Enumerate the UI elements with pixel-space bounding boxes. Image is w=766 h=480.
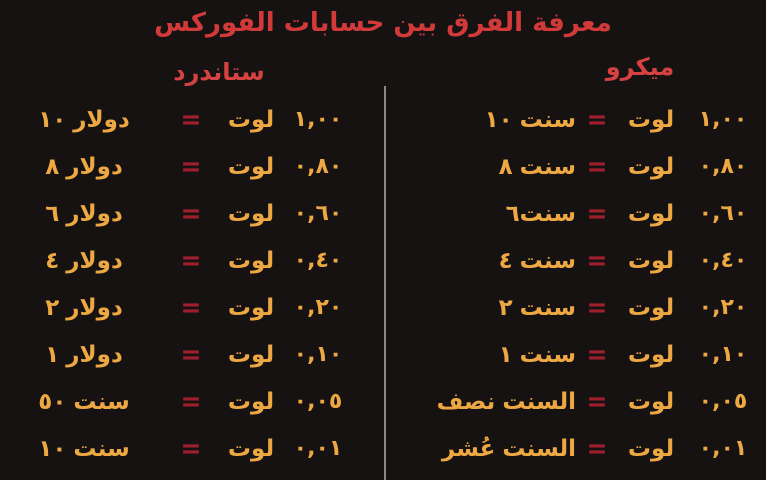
amount-quantity: ٤ (498, 247, 513, 274)
amount-quantity: ١٠ (484, 106, 513, 133)
micro-conversion-table (390, 96, 766, 472)
lot-word: لوت (627, 341, 675, 368)
amount-unit: سنت (519, 106, 576, 133)
equals-sign: = (180, 245, 202, 276)
lot-word: لوت (227, 247, 275, 274)
amount-cell (390, 389, 582, 415)
amount-cell (390, 107, 582, 133)
conversion-row (0, 190, 383, 237)
column-header-standard: ستاندرد (173, 58, 265, 86)
amount-quantity: ١ (45, 341, 60, 368)
amount-cell (390, 201, 582, 227)
amount-cell (0, 295, 168, 321)
amount-unit: دولار (66, 247, 123, 274)
amount-cell (390, 342, 582, 368)
conversion-row (390, 425, 766, 472)
conversion-row (390, 378, 766, 425)
equals-sign: = (586, 245, 608, 276)
vertical-divider (384, 86, 386, 480)
lot-size-value: ٠,٨٠ (293, 154, 343, 179)
lot-size-value: ٠,٤٠ (698, 248, 748, 273)
lot-size-value: ٠,٢٠ (698, 295, 748, 320)
amount-quantity: ٦ (505, 200, 520, 227)
lot-size-value: ٠,٤٠ (293, 248, 343, 273)
amount-unit: دولار (66, 341, 123, 368)
amount-quantity: ١٠ (38, 435, 67, 462)
conversion-row (0, 331, 383, 378)
page-title: معرفة الفرق بين حسابات الفوركس (154, 8, 612, 38)
lot-size-value: ٠,٦٠ (698, 201, 748, 226)
conversion-row (390, 331, 766, 378)
amount-quantity: ٢ (498, 294, 513, 321)
lot-size-value: ٠,٠٥ (698, 389, 748, 414)
amount-quantity: ٥٠ (38, 388, 67, 415)
conversion-row (0, 237, 383, 284)
amount-quantity: ٨ (498, 153, 513, 180)
lot-size-value: ٠,١٠ (293, 342, 343, 367)
lot-size-value: ١,٠٠ (293, 107, 343, 132)
amount-quantity: عُشر (441, 435, 496, 462)
lot-word: لوت (227, 435, 275, 462)
conversion-row (0, 284, 383, 331)
lot-size-value: ١,٠٠ (698, 107, 748, 132)
equals-sign: = (180, 104, 202, 135)
amount-unit: سنت (519, 247, 576, 274)
amount-quantity: ٦ (45, 200, 60, 227)
amount-quantity: نصف (436, 388, 496, 415)
equals-sign: = (586, 433, 608, 464)
amount-unit: دولار (66, 153, 123, 180)
amount-unit: سنت (519, 294, 576, 321)
equals-sign: = (180, 292, 202, 323)
amount-cell (0, 107, 168, 133)
conversion-row (390, 284, 766, 331)
amount-unit: السنت (502, 388, 576, 415)
lot-word: لوت (227, 106, 275, 133)
lot-word: لوت (227, 294, 275, 321)
amount-unit: دولار (66, 294, 123, 321)
amount-quantity: ٢ (45, 294, 60, 321)
conversion-row (0, 143, 383, 190)
lot-word: لوت (627, 388, 675, 415)
lot-word: لوت (227, 388, 275, 415)
amount-quantity: ١٠ (38, 106, 67, 133)
equals-sign: = (180, 386, 202, 417)
lot-size-value: ٠,٨٠ (698, 154, 748, 179)
lot-word: لوت (627, 247, 675, 274)
lot-word: لوت (627, 200, 675, 227)
lot-size-value: ٠,٠٥ (293, 389, 343, 414)
amount-cell (390, 295, 582, 321)
lot-word: لوت (627, 106, 675, 133)
conversion-row (0, 378, 383, 425)
amount-cell (0, 342, 168, 368)
lot-size-value: ٠,٠١ (293, 436, 343, 461)
conversion-row (0, 425, 383, 472)
lot-size-value: ٠,١٠ (698, 342, 748, 367)
equals-sign: = (586, 198, 608, 229)
equals-sign: = (586, 386, 608, 417)
amount-cell (0, 201, 168, 227)
amount-cell (0, 389, 168, 415)
amount-quantity: ١ (498, 341, 513, 368)
amount-unit: السنت (502, 435, 576, 462)
amount-cell (390, 248, 582, 274)
amount-cell (0, 154, 168, 180)
lot-word: لوت (627, 294, 675, 321)
equals-sign: = (586, 292, 608, 323)
amount-unit: سنت (73, 435, 130, 462)
lot-size-value: ٠,٠١ (698, 436, 748, 461)
equals-sign: = (586, 151, 608, 182)
standard-conversion-table (0, 96, 383, 472)
lot-size-value: ٠,٢٠ (293, 295, 343, 320)
equals-sign: = (180, 433, 202, 464)
lot-word: لوت (227, 153, 275, 180)
amount-cell (390, 154, 582, 180)
amount-quantity: ٨ (45, 153, 60, 180)
lot-word: لوت (627, 435, 675, 462)
equals-sign: = (586, 339, 608, 370)
amount-unit: سنت (73, 388, 130, 415)
lot-word: لوت (227, 200, 275, 227)
conversion-row (390, 96, 766, 143)
amount-unit: دولار (66, 200, 123, 227)
amount-unit: سنت (519, 153, 576, 180)
conversion-row (0, 96, 383, 143)
equals-sign: = (180, 339, 202, 370)
amount-unit: سنت (519, 341, 576, 368)
equals-sign: = (586, 104, 608, 135)
amount-unit: دولار (73, 106, 130, 133)
lot-word: لوت (227, 341, 275, 368)
amount-unit: سنت (519, 200, 576, 227)
amount-quantity: ٤ (45, 247, 60, 274)
conversion-row (390, 143, 766, 190)
conversion-row (390, 237, 766, 284)
lot-word: لوت (627, 153, 675, 180)
amount-cell (390, 436, 582, 462)
conversion-row (390, 190, 766, 237)
amount-cell (0, 248, 168, 274)
equals-sign: = (180, 198, 202, 229)
lot-size-value: ٠,٦٠ (293, 201, 343, 226)
amount-cell (0, 436, 168, 462)
column-header-micro: ميكرو (605, 53, 675, 81)
equals-sign: = (180, 151, 202, 182)
